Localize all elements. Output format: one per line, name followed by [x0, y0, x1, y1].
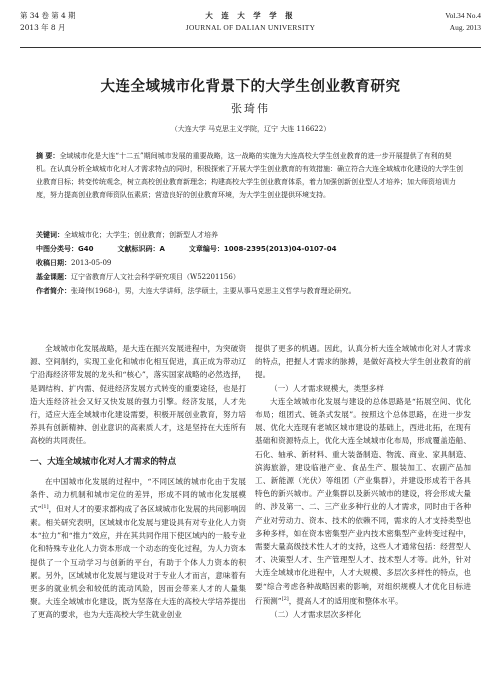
intro-paragraph: 全域城市化发展战略，是大连在振兴发展进程中，为突破资源、空间制约，实现工业化和城市化相互促进，真正成为带动辽宁沿海经济带发展的龙头和“核心”，落实国家战略的必然选择，是调结构、扩内需、促进经济发展方式转变的重要途径，也是打造大连经济社会又好又快发展的强力引擎。经济发展，人才先行，适应大连全域城市化建设需要，积极开展创业教育，努力培养具有创新精神、创业意识的高素质人才，这是坚持在大连所有高校的共同责任。: [30, 344, 246, 446]
fund-label: 基金课题：: [36, 273, 71, 281]
body-column-right: [255, 342, 471, 621]
section-heading-1: 一、大连全域城市化对人才需求的特点: [30, 456, 177, 467]
clc-number: 中图分类号：G40: [36, 245, 94, 253]
journal-name: [20, 10, 481, 34]
running-header: [20, 10, 481, 48]
author-bio: [36, 285, 465, 298]
subsection1-text-a: 大连全域城市化发展与建设的总体思路是“拓展空间、优化布局；组团式、链条式发展”。按照这个总体思路，在进一步发展、优化大连现有老城区城市建设的基础上，西进北拓，在现有基础和资源特点上，优化大连全域城市化布局，形成覆盖造船、石化、轴承、新材料、重大装备制造、物流、商业、家具制造、滨海旅游，建设临港产业、食品生产、服装加工、农副产品加工、新能源（光伏）等组团（产业集群），并建设形成若干各具特色的新兴城市。产业集群以及新兴城市的建设，将会形成大量的、涉及第一、二、三产业多种行业的人才需求，同时由于各种产业对劳动力、资本、技术的依赖不同，需求的人才支持类型也多种多样，如在资本密集型产业内技术密集型产业转变过程中，需要大量高级技术性人才的支持，这些人才通常包括：经营型人才、决策型人才、生产管理型人才、技术型人才等。此外，针对大连全域城市化进程中，人才大规模、多层次多样性的特点，也要“综合考虑各种战略因素的影响，对组织规模人才优化目标进行预测”: [255, 396, 471, 606]
abstract-text: 全域城市化是大连“十二五”期间城市发展的重要战略，这一战略的实施为大连高校大学生创业教育的进一步开展提供了有利的契机。在认真分析全域城市化对人才需求特点的同时，积极探索了开展大学生创业教育的有效措施：确立符合大连全域城市化建设的大学生创业教育目标；转变传统观念，树立高校创业教育新理念；构建高校大学生创业教育体系，着力加强创新创业型人才培养；加大师资培训力度，努力提高创业教育师资队伍素质；营造良好的创业教育环境，为大学生创业提供环境支持。: [36, 152, 463, 199]
classification-line: [36, 243, 465, 256]
body-column-left: [30, 342, 246, 622]
subsection1-text-b: ，提高人才的适用度和整体水平。: [288, 596, 403, 606]
issue-date-en: Aug. 2013: [449, 23, 481, 32]
received-label: 收稿日期：: [36, 259, 71, 267]
bio-text: 张琦伟(1968-)，男，大连大学讲师，法学硕士，主要从事马克思主义哲学与教育理论研究。: [71, 287, 356, 295]
abstract-label: 摘 要：: [36, 152, 60, 160]
received-date: [36, 257, 465, 270]
bio-label: 作者简介：: [36, 287, 71, 295]
volume-issue: 第 34 卷 第 4 期: [20, 11, 76, 20]
received-text: 2013-05-09: [71, 259, 112, 267]
article-number: 文章编号：1008-2395(2013)04-0107-04: [188, 245, 337, 253]
subsection-heading-1: （一）人才需求规模大，类型多样: [270, 383, 384, 393]
issue-date: 2013 年 8 月: [20, 23, 66, 32]
section1-text-a: 在中国城市化发展的过程中，“不同区域的城市化由于发展条件、动力机制和城市定位的差异，形成不同的城市化发展模式”: [30, 476, 246, 514]
fund-info: [36, 271, 465, 284]
subsection1-paragraph: [255, 395, 471, 608]
volume-issue-en: Vol.34 No.4: [445, 11, 481, 20]
subsection-heading-2: （二）人才需求层次多样化: [270, 609, 362, 619]
issue-info-en: [445, 10, 481, 34]
fund-text: 辽宁省教育厅人文社会科学研究项目（W52201156）: [71, 273, 240, 281]
article-title: 大连全域城市化背景下的大学生创业教育研究: [100, 79, 401, 95]
keywords-text: 全域城市化；大学生；创业教育；创新型人才培养: [64, 231, 218, 239]
keywords: [36, 229, 465, 242]
article-author: 张琦伟: [231, 102, 270, 115]
author-affiliation: （大连大学 马克思主义学院，辽宁 大连 116622）: [170, 125, 331, 133]
keywords-label: 关键词：: [36, 231, 64, 239]
journal-name-cn: 大 连 大 学 学 报: [205, 11, 296, 20]
citation-ref-1: [1]: [41, 504, 49, 511]
section1-paragraph: [30, 475, 246, 622]
abstract: [36, 150, 465, 202]
citation-ref-2: [2]: [281, 595, 289, 602]
document-code: 文献标识码：A: [117, 245, 165, 253]
section1-text-b: ，但对人才的要求都构成了各区域城市化发展的共同影响因素。相关研究表明，区域城市化发展与建设具有对专业化人力资本“拉力”和“推力”效应，并在其共同作用下使区域内的一般专业化和特殊专业化人力资本形成一个动态的变化过程，为人力资本提供了一个互动学习与创新的平台，有助于个体人力资本的积累。另外，区域城市化发展与建设对于专业人才而言，意味着有更多的就业机会和较低的流动风险，因而会带来人才的人量集聚。大连全域城市化建设，既为坚落在大连的高校大学培养提出了更高的要求，也为大连高校大学生就业创业: [30, 504, 247, 620]
journal-name-en: JOURNAL OF DALIAN UNIVERSITY: [185, 23, 316, 32]
continued-paragraph: 提供了更多的机遇。因此，认真分析大连全域城市化对人才需求的特点，把握人才需求的脉搏，是做好高校大学生创业教育的前提。: [255, 344, 471, 380]
